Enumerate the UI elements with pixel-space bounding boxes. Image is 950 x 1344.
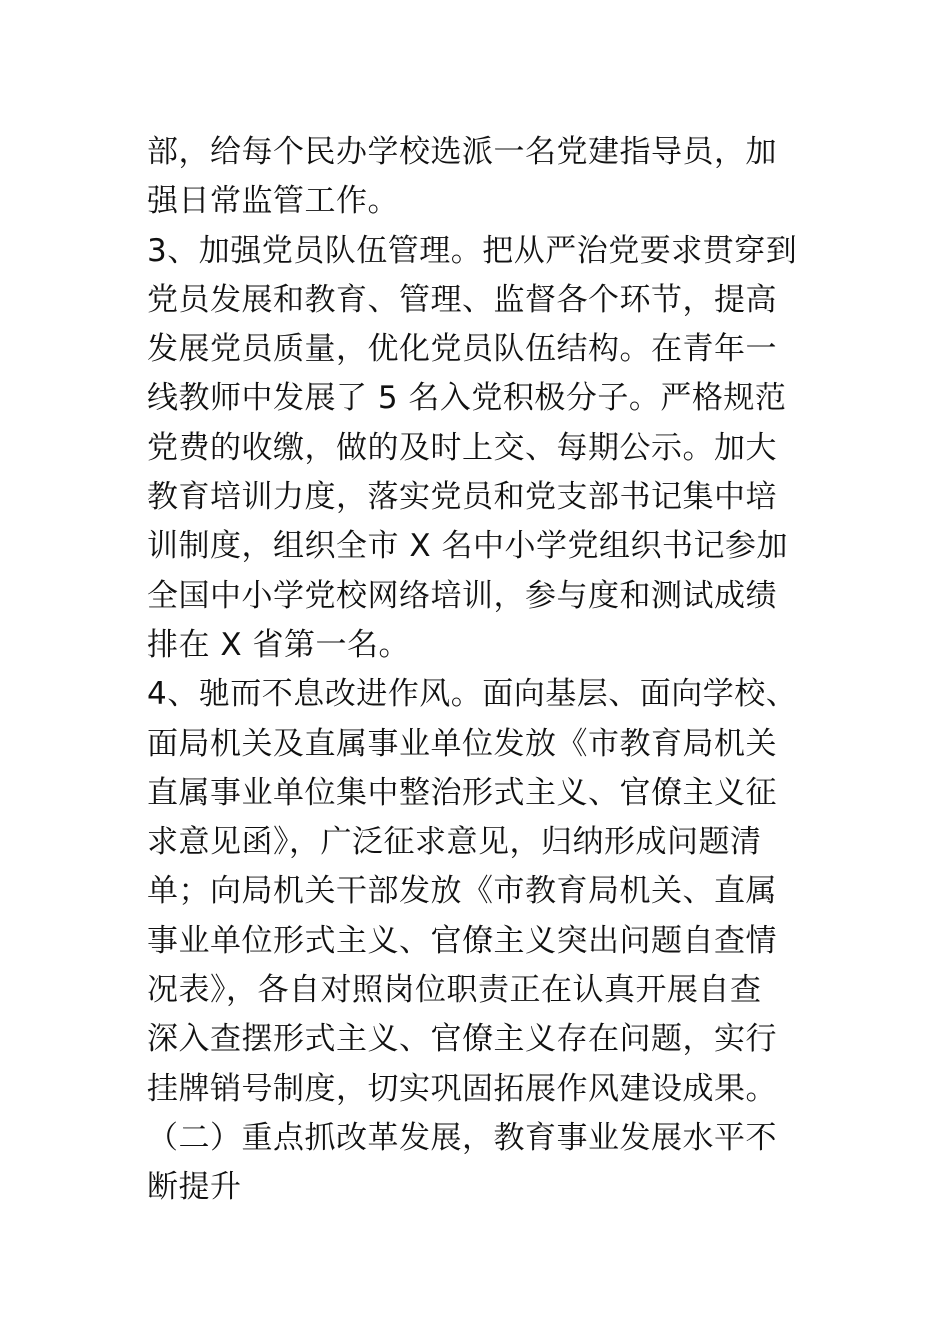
section-heading-line: 断提升 xyxy=(147,1169,242,1206)
text-line: 强日常监管工作。 xyxy=(147,183,399,220)
text-line: 排在 X 省第一名。 xyxy=(147,626,410,663)
text-line: 事业单位形式主义、官僚主义突出问题自查情 xyxy=(147,922,777,959)
text-line: 党费的收缴，做的及时上交、每期公示。加大 xyxy=(147,429,777,466)
text-line: 线教师中发展了 5 名入党积极分子。严格规范 xyxy=(147,380,787,417)
text-line: 挂牌销号制度，切实巩固拓展作风建设成果。 xyxy=(147,1070,777,1107)
document-body xyxy=(147,128,827,1213)
text-line: 党员发展和教育、管理、监督各个环节，提高 xyxy=(147,281,777,318)
text-line: 训制度，组织全市 X 名中小学党组织书记参加 xyxy=(147,528,788,565)
text-line: 4、驰而不息改进作风。面向基层、面向学校、 xyxy=(147,676,798,713)
text-line: 况表》，各自对照岗位职责正在认真开展自查 xyxy=(147,972,762,1009)
text-line: 3、加强党员队伍管理。把从严治党要求贯穿到 xyxy=(147,232,798,269)
text-line: 面局机关及直属事业单位发放《市教育局机关 xyxy=(147,725,777,762)
text-line: 单；向局机关干部发放《市教育局机关、直属 xyxy=(147,873,777,910)
text-line: 全国中小学党校网络培训，参与度和测试成绩 xyxy=(147,577,777,614)
section-heading-line: （二）重点抓改革发展，教育事业发展水平不 xyxy=(147,1119,777,1156)
text-line: 发展党员质量，优化党员队伍结构。在青年一 xyxy=(147,331,777,368)
text-line: 深入查摆形式主义、官僚主义存在问题，实行 xyxy=(147,1021,777,1058)
text-line: 求意见函》，广泛征求意见，归纳形成问题清 xyxy=(147,824,762,861)
text-line: 直属事业单位集中整治形式主义、官僚主义征 xyxy=(147,774,777,811)
text-line: 教育培训力度，落实党员和党支部书记集中培 xyxy=(147,479,777,516)
text-line: 部，给每个民办学校选派一名党建指导员，加 xyxy=(147,134,777,170)
